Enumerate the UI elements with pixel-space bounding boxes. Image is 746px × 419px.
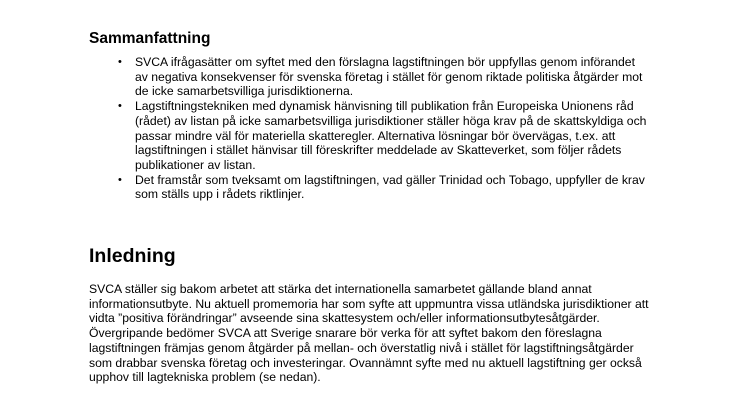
summary-item-text: Det framstår som tveksamt om lagstiftningen, vad gäller Trinidad och Tobago, uppfyller de krav som ställs upp i rådets riktlinjer. xyxy=(135,172,645,202)
summary-item-text: SVCA ifrågasätter om syftet med den förslagna lagstiftningen bör uppfyllas genom införandet av negativa konsekvenser för svenska företag i stället för genom riktade politiska åtgärder mot de icke samarbetsvilliga jurisdiktionerna. xyxy=(135,55,643,99)
introduction-paragraph: SVCA ställer sig bakom arbetet att stärka det internationella samarbetet gällande bland annat informationsutbyte. Nu aktuell promemoria har som syfte att uppmuntra vissa utländska jurisdiktioner att vidta ”positiva förändringar” avseende sina skattesystem och/eller informationsutbytesåtgärder. Övergripande bedömer SVCA att Sverige snarare bör verka för att syftet bakom den föreslagna lagstiftningen främjas genom åtgärder på mellan- och överstatlig nivå i stället för lagstiftningsåtgärder som drabbar svenska företag och investeringar. Ovannämnt syfte med nu aktuell lagstiftning ger också upphov till lagtekniska problem (se nedan). xyxy=(89,282,649,385)
summary-item-2 xyxy=(89,99,649,173)
summary-item-1 xyxy=(89,55,649,99)
bullet-icon: • xyxy=(118,56,122,68)
introduction-heading: Inledning xyxy=(89,245,176,267)
summary-heading: Sammanfattning xyxy=(89,30,211,47)
summary-item-3 xyxy=(89,173,649,202)
summary-list xyxy=(89,55,649,202)
bullet-icon: • xyxy=(118,173,122,186)
bullet-icon: • xyxy=(118,100,122,113)
summary-item-text: Lagstiftningstekniken med dynamisk hänvisning till publikation från Europeiska Unionens råd (rådet) av listan på icke samarbetsvilliga jurisdiktioner ställer höga krav på de skattskyldiga och passar mindre väl för materiella skatteregler. Alternativa lösningar bör övervägas, t.ex. att lagstiftningen i stället hänvisar till föreskrifter meddelade av Skatteverket, som följer rådets publikationer av listan. xyxy=(135,99,647,172)
